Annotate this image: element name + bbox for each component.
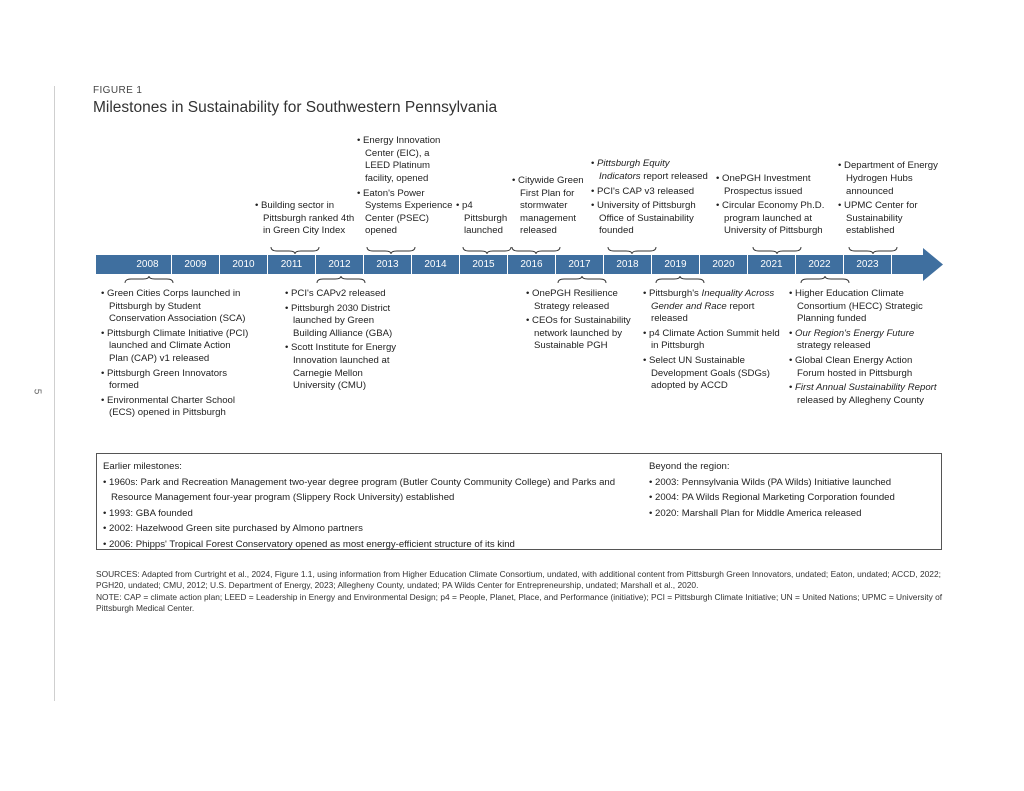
beyond-item: • 2020: Marshall Plan for Middle America released: [649, 506, 939, 522]
milestones-2015: [456, 200, 514, 240]
brace-2012: [316, 275, 366, 284]
milestone-item: [789, 382, 939, 407]
milestone-item: [789, 328, 939, 353]
note-text: NOTE: CAP = climate action plan; LEED = Leadership in Energy and Environmental Design; p4 = People, Planet, Place, and Performance (initiative); PCI = Pittsburgh Climate Initiative; UN = United Nations; UPMC = University of Pittsburgh Medical Center.: [96, 591, 943, 614]
milestone-item: • Environmental Charter School (ECS) opened in Pittsburgh: [101, 395, 251, 420]
year-2022: 2022: [796, 255, 844, 274]
milestones-2012: [285, 288, 405, 395]
beyond-item: • 2003: Pennsylvania Wilds (PA Wilds) Initiative launched: [649, 475, 939, 491]
milestone-item: • Department of Energy Hydrogen Hubs announced: [838, 160, 938, 198]
milestones-2021: [716, 173, 836, 240]
year-2013: 2013: [364, 255, 412, 274]
milestones-2011: [255, 200, 355, 240]
milestone-italic-text: Pittsburgh Equity Indicators: [597, 158, 670, 183]
brace-2008: [124, 275, 174, 284]
figure-label: FIGURE 1: [93, 85, 143, 96]
beyond-region: [649, 459, 939, 521]
year-2012: 2012: [316, 255, 364, 274]
year-2010: 2010: [220, 255, 268, 274]
milestone-item: • Scott Institute for Energy Innovation launched at Carnegie Mellon University (CMU): [285, 342, 405, 392]
other-milestones-box: [96, 453, 942, 550]
earlier-item: • 2002: Hazelwood Green site purchased by Almono partners: [103, 521, 623, 537]
sources-text: SOURCES: Adapted from Curtright et al., 2024, Figure 1.1, using information from Higher Education Climate Consortium, undated, with additional content from Pittsburgh Green Innovators, undated; Eaton, undated; ACCD, 2022; PGH20, undated; CMU, 2012; U.S. Department of Energy, 2023; Allegheny County, undated; PA Wilds Center for Entrepreneurship, undated; Marshall et al., 2020.: [96, 569, 941, 591]
milestones-2019: [643, 288, 783, 395]
year-2023: 2023: [844, 255, 892, 274]
sources-notes: [96, 569, 946, 615]
milestone-item: • Pittsburgh Climate Initiative (PCI) launched and Climate Action Plan (CAP) v1 released: [101, 328, 251, 366]
year-2021: 2021: [748, 255, 796, 274]
milestone-item: • Citywide Green First Plan for stormwater management released: [512, 175, 588, 238]
milestones-2022: [789, 288, 939, 409]
milestone-item: • OnePGH Resilience Strategy released: [526, 288, 636, 313]
milestones-2018: [591, 158, 713, 240]
milestone-item: • p4 Climate Action Summit held in Pittsburgh: [643, 328, 783, 353]
milestone-italic-text: Our Region's Energy Future: [795, 327, 915, 339]
milestone-item: • Green Cities Corps launched in Pittsburgh by Student Conservation Association (SCA): [101, 288, 251, 326]
milestone-item: [643, 288, 783, 326]
milestone-item: • Pittsburgh Green Innovators formed: [101, 368, 251, 393]
milestones-2016: [512, 175, 588, 240]
milestone-item: • Energy Innovation Center (EIC), a LEED Platinum facility, opened: [357, 135, 457, 185]
milestone-item: • Pittsburgh 2030 District launched by Green Building Alliance (GBA): [285, 303, 405, 341]
year-2017: 2017: [556, 255, 604, 274]
milestone-italic-text: First Annual Sustainability Report: [795, 382, 937, 394]
milestone-text: released by Allegheny County: [797, 394, 924, 406]
milestone-item: • PCI's CAP v3 released: [591, 186, 713, 199]
page-number: 5: [31, 388, 43, 395]
figure-title: Milestones in Sustainability for Southwestern Pennsylvania: [93, 99, 498, 116]
milestone-item: • Building sector in Pittsburgh ranked 4th in Green City Index: [255, 200, 355, 238]
year-2016: 2016: [508, 255, 556, 274]
year-2019: 2019: [652, 255, 700, 274]
milestone-item: • Select UN Sustainable Development Goals (SDGs) adopted by ACCD: [643, 355, 783, 393]
milestones-2013: [357, 135, 457, 240]
beyond-heading: Beyond the region:: [649, 461, 730, 472]
milestones-2008: [101, 288, 251, 422]
milestone-item: • Global Clean Energy Action Forum hosted in Pittsburgh: [789, 355, 939, 380]
milestone-text: report released: [651, 300, 755, 325]
timeline-bar: [96, 255, 943, 274]
earlier-item: • 2006: Phipps' Tropical Forest Conservatory opened as most energy-efficient structure of its kind: [103, 537, 623, 553]
milestone-item: • p4 Pittsburgh launched: [456, 200, 514, 238]
milestone-italic-text: Inequality Across Gender and Race: [651, 288, 775, 312]
milestones-2023: [838, 160, 938, 240]
milestone-item: • PCI's CAPv2 released: [285, 288, 405, 301]
earlier-milestones: [103, 459, 623, 553]
milestone-text: Pittsburgh's: [649, 288, 702, 299]
milestone-item: • CEOs for Sustainability network launched by Sustainable PGH: [526, 315, 636, 353]
year-2008: 2008: [124, 255, 172, 274]
milestone-item: • Circular Economy Ph.D. program launched at University of Pittsburgh: [716, 200, 836, 238]
milestone-item: • University of Pittsburgh Office of Sustainability founded: [591, 200, 713, 238]
earlier-item: • 1993: GBA founded: [103, 506, 623, 522]
year-2018: 2018: [604, 255, 652, 274]
year-2014: 2014: [412, 255, 460, 274]
brace-2017: [557, 275, 607, 284]
beyond-item: • 2004: PA Wilds Regional Marketing Corporation founded: [649, 490, 939, 506]
milestone-text: strategy released: [797, 340, 871, 352]
year-2009: 2009: [172, 255, 220, 274]
milestone-text: report released: [640, 171, 708, 183]
page-side-rule: [54, 86, 55, 701]
brace-2019: [655, 275, 705, 284]
year-2020: 2020: [700, 255, 748, 274]
year-2011: 2011: [268, 255, 316, 274]
milestone-item: • UPMC Center for Sustainability established: [838, 200, 938, 238]
milestone-item: • OnePGH Investment Prospectus issued: [716, 173, 836, 198]
milestone-item: • Higher Education Climate Consortium (HECC) Strategic Planning funded: [789, 288, 939, 326]
brace-2022: [800, 275, 850, 284]
earlier-heading: Earlier milestones:: [103, 461, 182, 472]
milestones-2017: [526, 288, 636, 355]
milestone-item: • Eaton's Power Systems Experience Center (PSEC) opened: [357, 188, 457, 238]
year-2015: 2015: [460, 255, 508, 274]
earlier-item: • 1960s: Park and Recreation Management two-year degree program (Butler County Community College) and Parks and Resource Management four-year program (Slippery Rock University) established: [103, 475, 623, 506]
milestone-item: [591, 158, 713, 183]
